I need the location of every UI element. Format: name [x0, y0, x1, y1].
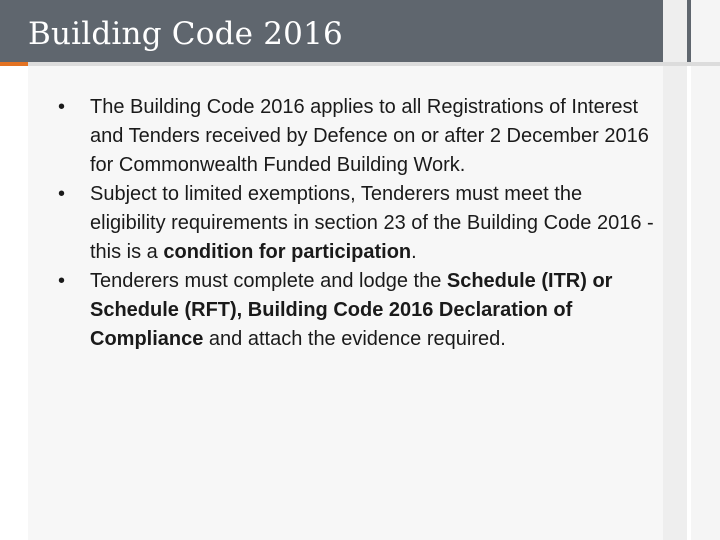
bullet-text: and attach the evidence required.: [203, 328, 506, 350]
bullet-list: [58, 93, 658, 354]
title-underline: [0, 62, 720, 66]
bullet-item: [58, 267, 658, 354]
decorative-stripe: [663, 0, 687, 540]
bullet-text: Subject to limited exemptions, Tenderers must meet the eligibility requirements in section 23 of the Building Code 2016 - this is a: [90, 183, 654, 263]
bullet-emphasis: condition for participation: [163, 241, 412, 263]
bullet-text: .: [411, 241, 417, 263]
bullet-emphasis: Schedule (ITR) or Schedule (RFT), Building Code 2016 Declaration of Compliance: [90, 270, 613, 350]
bullet-text: Tenderers must complete and lodge the: [90, 270, 447, 292]
slide-title: Building Code 2016: [28, 16, 343, 52]
bullet-item: [58, 93, 658, 180]
bullet-text: The Building Code 2016 applies to all Registrations of Interest and Tenders received by Defence on or after 2 December 2016 for Commonwealth Funded Building Work.: [90, 96, 649, 176]
bullet-item: [58, 180, 658, 267]
title-accent: [0, 62, 28, 66]
decorative-stripe: [691, 0, 720, 540]
